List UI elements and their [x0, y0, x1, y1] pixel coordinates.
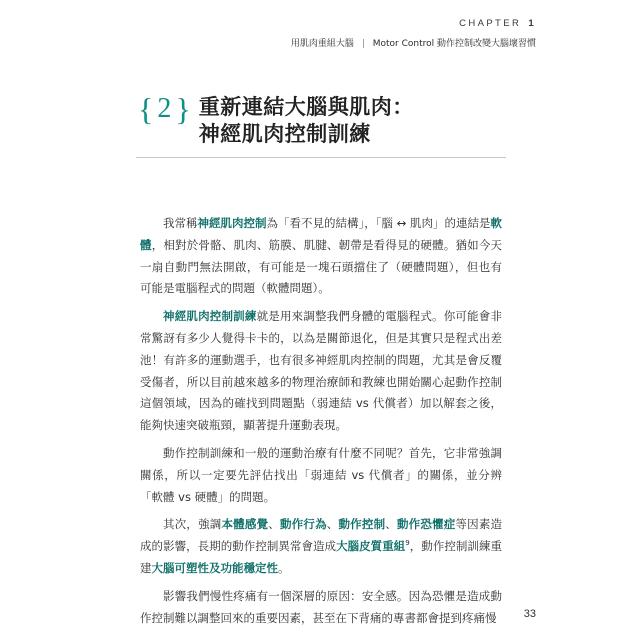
text-run: 影響我們慢性疼痛有一個深層的原因：安全感。因為恐懼是造成動作控制難以調整回來的重要因素，甚至在下背痛的專書都會提到疼痛慢 — [140, 588, 502, 625]
keyword: 動作控制 — [338, 517, 386, 532]
section-title — [199, 89, 414, 148]
paragraph-1 — [140, 213, 502, 300]
chapter-label-text: CHAPTER — [459, 18, 522, 29]
page-number: 33 — [523, 608, 536, 620]
text-run: 。 — [278, 560, 290, 575]
section-title-line-1: 重新連結大腦與肌肉： — [198, 95, 414, 119]
text-run: 、 — [268, 517, 280, 532]
text-run: 為「看不見的結構」，「腦 ↔ 肌肉」的連結是 — [266, 216, 491, 230]
section-title-line-2: 神經肌肉控制訓練 — [198, 122, 371, 146]
text-run: 等因素造成的影響，長期的動作控制異常會造成 — [140, 517, 503, 554]
keyword: 本體感覺 — [221, 517, 269, 532]
body-text — [140, 213, 502, 635]
keyword: 神經肌肉控制訓練 — [163, 309, 257, 324]
header-separator: | — [361, 39, 365, 49]
text-run: 動作控制訓練和一般的運動治療有什麼不同呢？首先，它非常強調關係，所以一定要先評估找出「弱連結 vs 代償者」的關係，並分辨「軟體 vs 硬體」的問題。 — [140, 445, 502, 504]
section-brace-close: } — [175, 91, 191, 127]
section-number: 2 — [157, 93, 172, 124]
footnote-marker: 9 — [405, 539, 410, 548]
keyword: 神經肌肉控制 — [197, 216, 267, 230]
chapter-title: Motor Control 動作控制改變大腦壞習慣 — [372, 39, 536, 49]
text-run: 、 — [326, 517, 339, 532]
keyword: 大腦皮質重組 — [336, 539, 406, 554]
paragraph-2 — [140, 306, 502, 437]
text-run: 就是用來調整我們身體的電腦程式。你可能會非常驚訝有多少人覺得卡卡的，以為是關節退化，但是其實只是程式出差池！有許多的運動選手，也有很多神經肌肉控制的問題，尤其是會反覆受傷者，所以目前越來越多的物理治療師和教練也開始關心起動作控制這個領域，因為的確找到問題點（弱連結 vs 代償者）加以解套之後，能夠快速突破瓶頸，顯著提升運動表現。 — [140, 309, 503, 433]
text-run: 其次，強調 — [163, 517, 222, 532]
paragraph-4 — [140, 514, 502, 579]
text-run: 我常稱 — [163, 216, 198, 230]
keyword: 軟體 — [140, 216, 503, 252]
section-brace-open: { — [138, 91, 154, 127]
text-run: 、 — [385, 517, 397, 532]
text-run: ，相對於骨骼、肌肉、筋膜、肌腱、韌帶是看得見的硬體。猶如今天一扇自動門無法開啟，有可能是一塊石頭擋住了（硬體問題），但也有可能是電腦程式的問題（軟體問題）。 — [140, 237, 503, 296]
section-divider — [136, 157, 506, 158]
chapter-label — [459, 18, 536, 29]
keyword: 大腦可塑性及功能穩定性 — [151, 560, 278, 575]
paragraph-3 — [140, 443, 502, 508]
book-title: 用肌肉重組大腦 — [290, 39, 354, 49]
chapter-number: 1 — [528, 18, 536, 29]
paragraph-5 — [140, 586, 502, 630]
running-head — [291, 36, 536, 49]
section-heading — [138, 89, 414, 148]
keyword: 動作恐懼症 — [396, 517, 456, 532]
keyword: 動作行為 — [279, 517, 327, 532]
text-run: ，動作控制訓練重建 — [140, 539, 503, 575]
